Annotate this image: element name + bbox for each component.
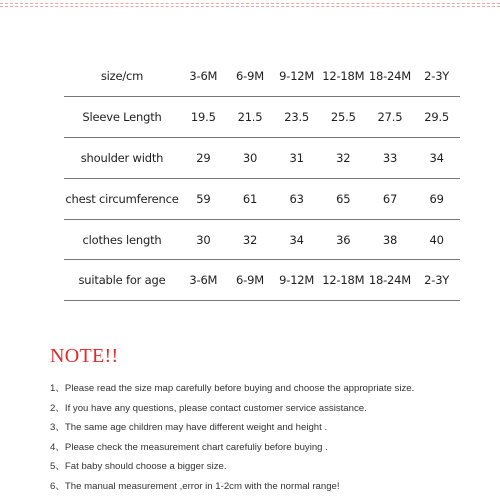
top-decorative-border bbox=[0, 0, 500, 10]
table-cell: 36 bbox=[320, 219, 367, 260]
table-cell: 34 bbox=[273, 219, 320, 260]
notes-list bbox=[50, 379, 490, 496]
header-cell: 3-6M bbox=[180, 56, 227, 97]
table-cell: 40 bbox=[413, 219, 460, 260]
header-cell: 12-18M bbox=[320, 56, 367, 97]
table-cell: 19.5 bbox=[180, 97, 227, 138]
note-title: NOTE!! bbox=[50, 345, 119, 367]
table-cell: 30 bbox=[227, 138, 274, 179]
size-chart-table bbox=[64, 56, 460, 301]
table-cell: 61 bbox=[227, 178, 274, 219]
table-cell: 9-12M bbox=[273, 260, 320, 301]
size-chart-header-row bbox=[64, 56, 460, 97]
table-cell: 21.5 bbox=[227, 97, 274, 138]
table-cell: 29.5 bbox=[413, 97, 460, 138]
note-item: 4、Please check the measurement chart carefuliy before buying . bbox=[50, 441, 328, 453]
row-label: clothes length bbox=[64, 219, 180, 260]
note-item: 1、Please read the size map carefully before buying and choose the appropriate size. bbox=[50, 383, 415, 394]
note-item: 6、The manual measurement ,error in 1-2cm with the normal range! bbox=[50, 480, 340, 492]
table-cell: 34 bbox=[413, 138, 460, 179]
table-cell: 18-24M bbox=[367, 260, 414, 301]
table-cell: 3-6M bbox=[180, 260, 227, 301]
top-border-line bbox=[0, 6, 500, 7]
table-cell: 27.5 bbox=[367, 97, 414, 138]
row-label: shoulder width bbox=[64, 138, 180, 179]
size-chart-row-sleeve-length bbox=[64, 97, 460, 138]
header-cell: 6-9M bbox=[227, 56, 274, 97]
table-cell: 67 bbox=[367, 178, 414, 219]
table-cell: 33 bbox=[367, 138, 414, 179]
table-cell: 23.5 bbox=[273, 97, 320, 138]
table-cell: 25.5 bbox=[320, 97, 367, 138]
row-label: Sleeve Length bbox=[64, 97, 180, 138]
header-cell: 2-3Y bbox=[413, 56, 460, 97]
note-item: 5、Fat baby should choose a bigger size. bbox=[50, 461, 227, 472]
table-cell: 12-18M bbox=[320, 260, 367, 301]
table-cell: 69 bbox=[413, 178, 460, 219]
table-cell: 29 bbox=[180, 138, 227, 179]
table-cell: 2-3Y bbox=[413, 260, 460, 301]
table-cell: 63 bbox=[273, 178, 320, 219]
table-cell: 6-9M bbox=[227, 260, 274, 301]
table-cell: 38 bbox=[367, 219, 414, 260]
table-cell: 59 bbox=[180, 178, 227, 219]
row-label: chest circumference bbox=[64, 178, 180, 219]
note-item: 2、If you have any questions, please contact customer service assistance. bbox=[50, 402, 367, 414]
row-label: suitable for age bbox=[64, 260, 180, 301]
size-chart-row-suitable-for-age bbox=[64, 260, 460, 301]
top-border-line bbox=[0, 3, 500, 4]
table-cell: 30 bbox=[180, 219, 227, 260]
size-chart-row-chest-circumference bbox=[64, 178, 460, 219]
table-cell: 32 bbox=[227, 219, 274, 260]
table-cell: 32 bbox=[320, 138, 367, 179]
size-chart-row-shoulder-width bbox=[64, 138, 460, 179]
table-cell: 65 bbox=[320, 178, 367, 219]
note-item: 3、The same age children may have different weight and height . bbox=[50, 422, 328, 433]
header-cell-size: size/cm bbox=[64, 56, 180, 97]
table-cell: 31 bbox=[273, 138, 320, 179]
header-cell: 9-12M bbox=[273, 56, 320, 97]
size-chart-row-clothes-length bbox=[64, 219, 460, 260]
header-cell: 18-24M bbox=[367, 56, 414, 97]
